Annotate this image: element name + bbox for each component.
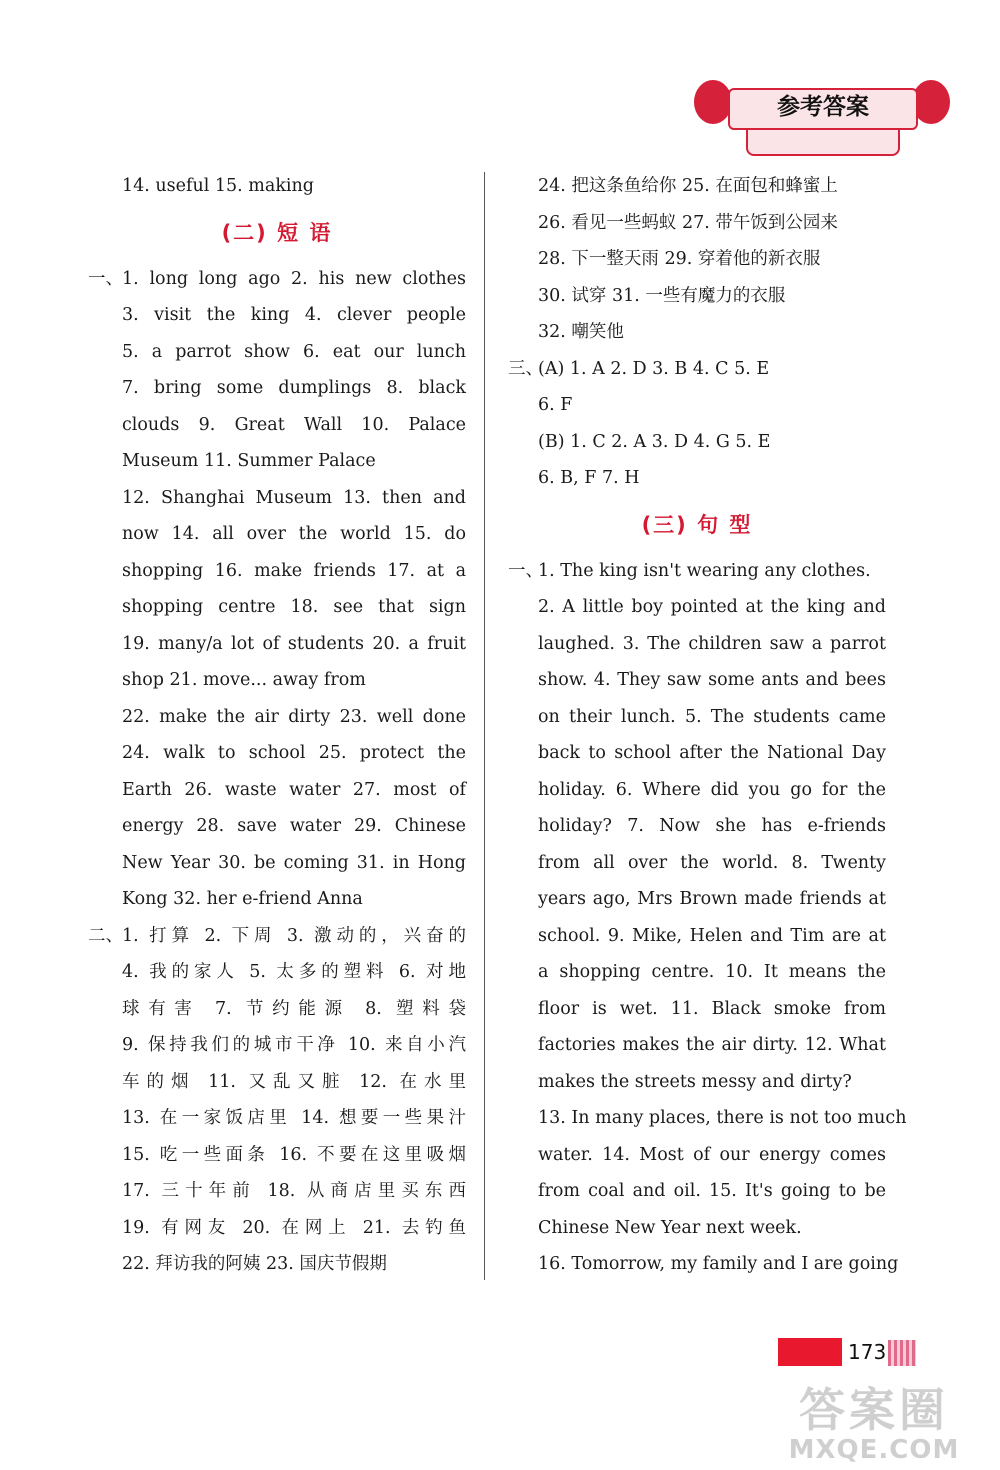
answer-line [88, 1027, 466, 1064]
watermark-url: MXQE.COM [788, 1435, 960, 1465]
answer-line [508, 735, 886, 772]
answer-line [508, 954, 886, 991]
answer-line [88, 735, 466, 772]
answer-text: holiday. 6. Where did you go for the [538, 779, 886, 800]
answer-line [88, 626, 466, 663]
part-label: 二、 [88, 925, 123, 946]
watermark-logo-text: 答案圈 [799, 1383, 949, 1437]
answer-text: from all over the world. 8. Twenty [538, 852, 886, 873]
answer-line [88, 772, 466, 809]
answer-line [88, 589, 466, 626]
answer-line [508, 460, 886, 497]
answer-line [88, 699, 466, 736]
answer-line [88, 1173, 466, 1210]
answer-line [508, 1100, 907, 1137]
answer-text: 24. walk to school 25. protect the [122, 743, 466, 763]
answer-text: laughed. 3. The children saw a parrot [538, 633, 886, 654]
answer-line [508, 241, 886, 278]
answer-line [508, 168, 886, 205]
header-badge [690, 78, 950, 168]
answer-line [508, 808, 886, 845]
answer-line [88, 370, 466, 407]
part-label: 一、 [88, 268, 123, 289]
answer-text: (B) 1. C 2. A 3. D 4. G 5. E [538, 431, 771, 452]
answer-text: 1. The king isn't wearing any clothes. [538, 560, 871, 581]
answer-text: 32. 嘲笑他 [538, 322, 624, 342]
ribbon-left-ornament [694, 80, 732, 124]
section-title-phrases: (二) 短 语 [221, 220, 333, 245]
answer-text: 26. 看见一些蚂蚁 27. 带午饭到公园来 [538, 212, 838, 233]
answer-line [508, 1027, 886, 1064]
answer-line [508, 1173, 886, 1210]
answer-text: 3. visit the king 4. clever people [122, 305, 466, 325]
answer-line [508, 881, 886, 918]
answer-text: 15. 吃一些面条 16. 不要在这里吸烟 [122, 1144, 466, 1165]
answer-text: 28. 下一整天雨 29. 穿着他的新衣服 [538, 249, 821, 269]
answer-text: makes the streets messy and dirty? [538, 1071, 852, 1092]
answer-line [508, 314, 886, 351]
answer-text: Museum 11. Summer Palace [122, 451, 376, 471]
answer-line [508, 351, 886, 388]
answer-line [88, 168, 466, 205]
answer-line [508, 1064, 886, 1101]
part-two-answers [88, 918, 466, 1283]
answer-line [508, 845, 886, 882]
answer-text: shop 21. move... away from [122, 670, 366, 690]
answer-line [88, 261, 466, 298]
answer-line [88, 516, 466, 553]
answer-line [88, 845, 466, 882]
part-label: 三、 [508, 358, 543, 379]
part-one-answers [88, 261, 466, 918]
page-number: 173 [848, 1340, 887, 1364]
page-header-title: 参考答案 [777, 94, 869, 120]
answer-text: 17. 三十年前 18. 从商店里买东西 [122, 1181, 466, 1201]
answer-text: 6. F [538, 395, 573, 415]
answer-text: floor is wet. 11. Black smoke from [538, 998, 886, 1019]
answer-text: holiday? 7. Now she has e-friends [538, 816, 886, 836]
answer-text: water. 14. Most of our energy comes [538, 1144, 886, 1165]
answer-text: 1. long long ago 2. his new clothes [122, 268, 466, 289]
answer-text: on their lunch. 5. The students came [538, 706, 886, 727]
left-column [88, 168, 466, 1283]
answer-text: (A) 1. A 2. D 3. B 4. C 5. E [538, 358, 770, 379]
answer-text: 2. A little boy pointed at the king and [538, 597, 886, 617]
answer-text: from coal and oil. 15. It's going to be [538, 1181, 886, 1201]
answer-text: 14. useful 15. making [122, 176, 315, 196]
answer-line [88, 1100, 466, 1137]
part-two-continued-answers [508, 168, 886, 351]
answer-text: Kong 32. her e-friend Anna [122, 889, 363, 909]
answer-line [88, 1064, 466, 1101]
answer-line [88, 553, 466, 590]
answer-line [508, 553, 886, 590]
answer-line [88, 662, 466, 699]
part-label: 一、 [508, 560, 543, 581]
answer-line [508, 424, 886, 461]
left-continued-answers [88, 168, 466, 205]
answer-line [88, 991, 466, 1028]
answer-text: now 14. all over the world 15. do [122, 524, 466, 544]
answer-text: clouds 9. Great Wall 10. Palace [122, 414, 466, 435]
answer-text: 22. 拜访我的阿姨 23. 国庆节假期 [122, 1254, 387, 1274]
answer-line [508, 589, 886, 626]
answer-text: Earth 26. waste water 27. most of [122, 779, 466, 800]
answer-text: 7. bring some dumplings 8. black [122, 378, 466, 398]
answer-line [88, 334, 466, 371]
answer-line [88, 1210, 466, 1247]
answer-text: 9. 保持我们的城市干净 10. 来自小汽 [122, 1035, 466, 1055]
answer-text: New Year 30. be coming 31. in Hong [122, 852, 466, 873]
watermark [756, 1384, 992, 1464]
part-three-answers [508, 351, 886, 497]
answer-line [88, 407, 466, 444]
answer-line [508, 626, 886, 663]
answer-text: 4. 我的家人 5. 太多的塑料 6. 对地 [122, 962, 466, 982]
answer-line [88, 1246, 466, 1283]
ribbon-base [746, 126, 900, 156]
page-number-pattern [888, 1340, 916, 1366]
answer-line [508, 1210, 886, 1247]
answer-line [508, 918, 886, 955]
answer-text: shopping centre 18. see that sign [122, 597, 466, 617]
answer-text: a shopping centre. 10. It means the [538, 962, 886, 982]
answer-line [508, 387, 886, 424]
answer-line [508, 278, 886, 315]
answer-text: 19. many/a lot of students 20. a fruit [122, 633, 466, 654]
answer-text: 22. make the air dirty 23. well done [122, 706, 466, 727]
answer-text: back to school after the National Day [538, 743, 886, 763]
answer-text: energy 28. save water 29. Chinese [122, 816, 466, 836]
answer-text: 13. 在一家饭店里 14. 想要一些果汁 [122, 1108, 466, 1128]
answer-line [508, 1246, 899, 1283]
answer-text: 19. 有网友 20. 在网上 21. 去钓鱼 [122, 1217, 466, 1238]
answer-text: 车的烟 11. 又乱又脏 12. 在水里 [122, 1071, 466, 1092]
answer-line [508, 991, 886, 1028]
answer-text: 球有害 7. 节约能源 8. 塑料袋 [122, 998, 466, 1019]
answer-text: 13. In many places, there is not too much [538, 1108, 907, 1128]
answer-line [88, 808, 466, 845]
answer-text: school. 9. Mike, Helen and Tim are at [538, 925, 886, 946]
page-number-bar [778, 1338, 842, 1366]
answer-line [88, 954, 466, 991]
answer-text: 12. Shanghai Museum 13. then and [122, 487, 466, 508]
answer-line [508, 205, 886, 242]
column-divider [484, 172, 485, 1280]
answer-text: factories makes the air dirty. 12. What [538, 1035, 886, 1055]
answer-text: 5. a parrot show 6. eat our lunch [122, 341, 466, 362]
answer-line [88, 1137, 466, 1174]
answer-line [88, 881, 466, 918]
answer-text: 16. Tomorrow, my family and I are going [538, 1254, 899, 1274]
answer-line [508, 699, 886, 736]
answer-line [88, 480, 466, 517]
answer-text: 30. 试穿 31. 一些有魔力的衣服 [538, 285, 786, 306]
sentence-answers [508, 553, 907, 1283]
answer-line [88, 297, 466, 334]
answer-text: show. 4. They saw some ants and bees [538, 670, 886, 690]
answer-line [508, 772, 886, 809]
answer-text: years ago, Mrs Brown made friends at [538, 889, 886, 909]
answer-line [88, 443, 466, 480]
answer-text: 6. B, F 7. H [538, 468, 640, 488]
right-column [508, 168, 907, 1283]
answer-text: shopping 16. make friends 17. at a [122, 560, 466, 581]
answer-line [88, 918, 466, 955]
answer-line [508, 1137, 886, 1174]
answer-text: 1. 打算 2. 下周 3. 激动的，兴奋的 [122, 925, 466, 946]
answer-text: Chinese New Year next week. [538, 1217, 802, 1238]
answer-text: 24. 把这条鱼给你 25. 在面包和蜂蜜上 [538, 176, 838, 196]
answer-line [508, 662, 886, 699]
section-title-sentences: (三) 句 型 [641, 512, 753, 537]
